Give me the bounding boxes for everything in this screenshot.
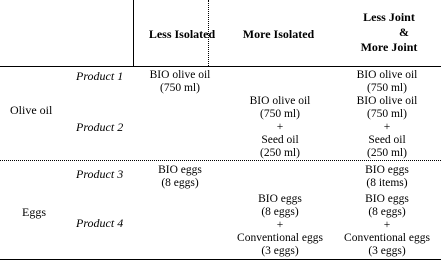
cell-line: Conventional eggs (237, 232, 323, 244)
cell-line: BIO olive oil (149, 69, 211, 81)
product-label-4: Product 4 (76, 216, 124, 230)
header-line: & (399, 25, 409, 39)
cell-line: BIO eggs (258, 193, 302, 205)
cell-p3-joint (333, 164, 441, 190)
cell-line: Seed oil (368, 134, 406, 146)
cell-line: (8 eggs) (261, 206, 299, 218)
cell-line: Seed oil (261, 134, 299, 146)
header-bottom-rule (0, 66, 441, 67)
cell-line: BIO eggs (365, 164, 409, 176)
cell-line: (8 eggs) (368, 206, 406, 218)
cell-line: BIO olive oil (356, 69, 418, 81)
header-line: More Joint (360, 40, 418, 54)
product-label-2: Product 2 (76, 120, 124, 134)
group-label-olive-oil: Olive oil (10, 103, 53, 117)
header-line: Less Joint (363, 10, 415, 24)
header-less-isolated: Less Isolated (148, 27, 216, 41)
cell-line: + (383, 219, 391, 231)
cell-p1-joint (333, 69, 441, 95)
cell-line: (8 eggs) (161, 177, 199, 189)
cell-line: BIO eggs (365, 193, 409, 205)
cell-p4-more-isolated (222, 193, 338, 258)
cell-p1-less-isolated (130, 69, 230, 95)
cell-line: (8 items) (366, 177, 408, 189)
cell-p3-less-isolated (130, 164, 230, 190)
group-label-eggs: Eggs (22, 205, 46, 219)
cell-line: (750 ml) (367, 82, 407, 94)
cell-line: BIO eggs (158, 164, 202, 176)
cell-line: BIO olive oil (249, 95, 311, 107)
table-divider (133, 0, 134, 66)
cell-line: (750 ml) (160, 82, 200, 94)
product-label-3: Product 3 (76, 167, 124, 181)
cell-line: (250 ml) (260, 147, 300, 159)
cell-line: (3 eggs) (261, 245, 299, 257)
cell-line: + (383, 121, 391, 133)
header-less-joint-more-joint (337, 10, 441, 55)
cell-line: (250 ml) (367, 147, 407, 159)
cell-line: + (276, 121, 284, 133)
cell-p2-joint (333, 95, 441, 160)
cell-line: (750 ml) (260, 108, 300, 120)
cell-line: (750 ml) (367, 108, 407, 120)
cell-line: + (276, 219, 284, 231)
cell-line: BIO olive oil (356, 95, 418, 107)
cell-line: (3 eggs) (368, 245, 406, 257)
cell-p2-more-isolated (228, 95, 332, 160)
cell-p4-joint (333, 193, 441, 258)
cell-line: Conventional eggs (344, 232, 430, 244)
group-separator-rule (0, 160, 441, 161)
header-more-isolated: More Isolated (242, 27, 315, 41)
product-label-1: Product 1 (76, 69, 124, 83)
